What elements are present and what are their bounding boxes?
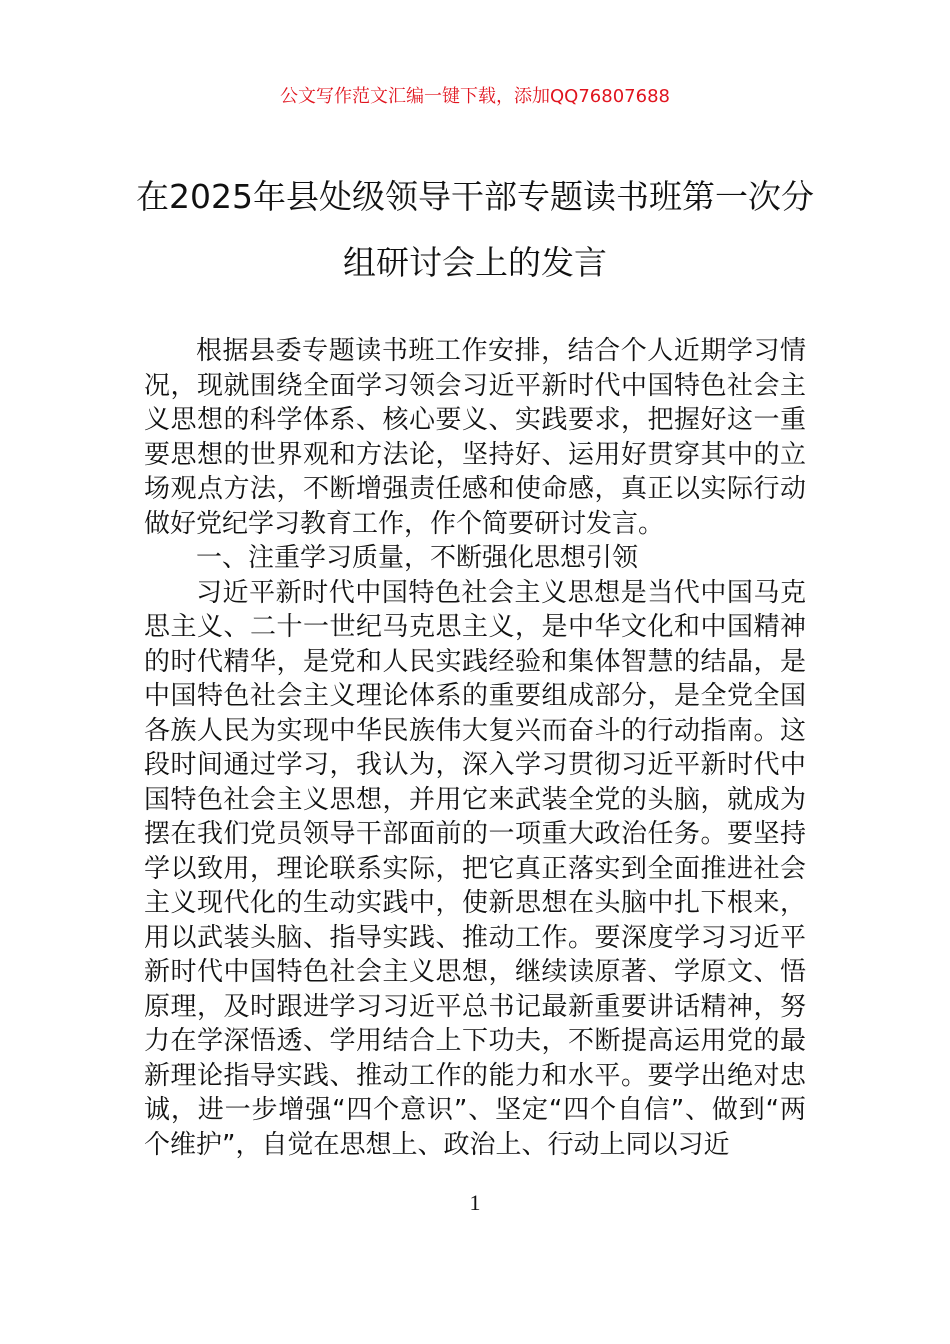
header-promo-text: 公文写作范文汇编一键下载，添加QQ76807688 xyxy=(280,86,670,107)
document-body xyxy=(144,334,806,1162)
document-title: 在2025年县处级领导干部专题读书班第一次分组研讨会上的发言 xyxy=(136,177,814,282)
section-heading-1: 一、注重学习质量，不断强化思想引领 xyxy=(196,543,639,573)
paragraph-section-1: 习近平新时代中国特色社会主义思想是当代中国马克思主义、二十一世纪马克思主义，是中华文化和中国精神的时代精华，是党和人民实践经验和集体智慧的结晶，是中国特色社会主义理论体系的重要组成部分，是全党全国各族人民为实现中华民族伟大复兴而奋斗的行动指南。这段时间通过学习，我认为，深入学习贯彻习近平新时代中国特色社会主义思想，并用它来武装全党的头脑，就成为摆在我们党员领导干部面前的一项重大政治任务。要坚持学以致用，理论联系实际，把它真正落实到全面推进社会主义现代化的生动实践中，使新思想在头脑中扎下根来，用以武装头脑、指导实践、推动工作。要深度学习习近平新时代中国特色社会主义思想，继续读原著、学原文、悟原理，及时跟进学习习近平总书记最新重要讲话精神，努力在学深悟透、学用结合上下功夫，不断提高运用党的最新理论指导实践、推动工作的能力和水平。要学出绝对忠诚，进一步增强“四个意识”、坚定“四个自信”、做到“两个维护”，自觉在思想上、政治上、行动上同以习近 xyxy=(144,577,806,1160)
paragraph-intro: 根据县委专题读书班工作安排，结合个人近期学习情况，现就围绕全面学习领会习近平新时代中国特色社会主义思想的科学体系、核心要义、实践要求，把握好这一重要思想的世界观和方法论，坚持好、运用好贯穿其中的立场观点方法，不断增强责任感和使命感，真正以实际行动做好党纪学习教育工作，作个简要研讨发言。 xyxy=(144,336,806,539)
page-number: 1 xyxy=(469,1190,481,1215)
